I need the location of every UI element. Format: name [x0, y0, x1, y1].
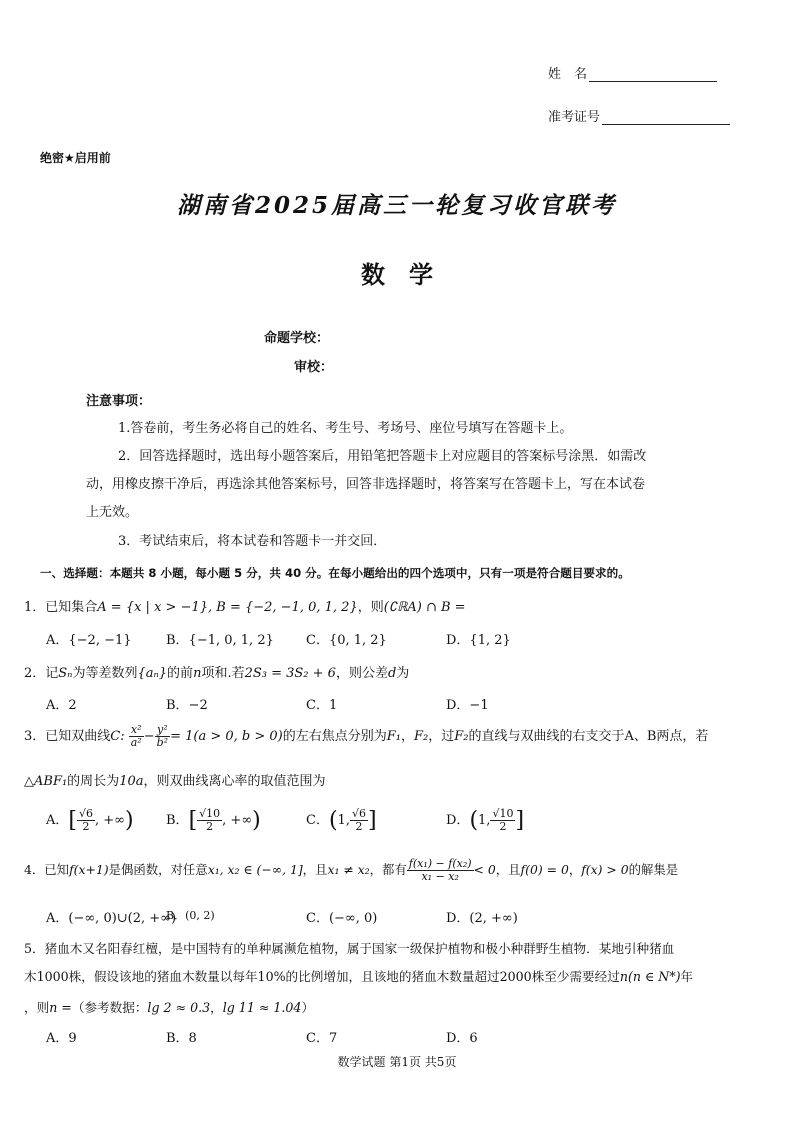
section-1-heading: 一、选择题：本题共 8 小题，每小题 5 分，共 40 分。在每小题给出的四个选项中，只有一项是符合题目要求的。	[40, 566, 630, 580]
q4-neq: x₁ ≠ x₂	[327, 862, 370, 877]
q3-b2: b²	[156, 736, 169, 749]
q4-option-d: D．(2, +∞)	[446, 911, 518, 926]
q5-l3a: ，则	[24, 1000, 50, 1015]
question-1-stem	[24, 596, 466, 615]
q2-text-f: 为	[396, 666, 410, 681]
q3-opt-c-label: C．	[306, 813, 329, 828]
secret-label: 绝密★启用前	[40, 151, 111, 165]
q4-text-f: ，	[568, 862, 582, 877]
question-2-stem	[24, 662, 409, 681]
q3-opt-b-inf: , +∞	[222, 813, 253, 828]
q3-text-a: 3．已知双曲线	[24, 729, 111, 744]
q2-text-d: 项和.若	[201, 666, 245, 681]
q5-l3c: lg 2 ≈ 0.3	[147, 1000, 211, 1015]
exam-no-field	[548, 106, 730, 125]
q2-text-e: ，则公差	[335, 666, 388, 681]
review-label: 审校：	[294, 360, 334, 375]
question-5-line1: 5．猪血木又名阳春红檀，是中国特有的单种属濒危植物，属于国家一级保护植物和极小种群野生植物．某地引种猪血	[24, 941, 675, 956]
q1-option-c: C．{0, 1, 2}	[306, 633, 387, 648]
q4-text-e: ，且	[495, 862, 521, 877]
q3-comma: ，	[400, 729, 414, 744]
note-2c: 上无效。	[86, 505, 139, 520]
q5-l3f: ）	[301, 1000, 315, 1015]
q3-opt-a-inf: , +∞	[95, 813, 125, 828]
q3-option-a: A．[ $\frac{√6}{2}$ , +∞)	[46, 807, 134, 833]
q4-den: x₁ − x₂	[421, 870, 459, 883]
q1-option-a: A．{−2, −1}	[46, 633, 132, 648]
q3-opt-b-den: 2	[206, 820, 214, 833]
q3-f2: F₂	[413, 729, 429, 744]
q3-option-d: D．(1, $\frac{√10}{2}$ ]	[446, 807, 525, 833]
q3-opt-a-num: √6	[78, 807, 93, 820]
q1-text-a: 1．已知集合	[24, 600, 98, 615]
q3-line2-c: ，则双曲线离心率的取值范围为	[143, 774, 326, 789]
q3-option-c: C．(1, $\frac{√6}{2}$ ]	[306, 807, 377, 833]
q5-l2m: n(n ∈ N*)	[619, 969, 681, 984]
q5-option-c: C．7	[306, 1031, 338, 1046]
q5-l3e: lg 11 ≈ 1.04	[222, 1000, 302, 1015]
q3-opt-b-frac	[197, 808, 222, 833]
q3-opt-a-label: A．	[46, 813, 69, 828]
q2-text-a: 2．记	[24, 666, 59, 681]
exam-no-underline	[602, 110, 730, 125]
q5-l2b: 年	[680, 969, 694, 984]
q4-option-b: B．(0, 2)	[166, 909, 215, 922]
q2-d: d	[387, 666, 397, 681]
q4-text-a: 4．已知	[24, 862, 70, 877]
q3-c: C:	[110, 729, 125, 744]
notes-heading: 注意事项：	[86, 394, 152, 409]
q4-option-a: A．(−∞, 0)∪(2, +∞)	[46, 911, 177, 926]
q3-opt-d-num: √10	[492, 807, 514, 820]
q3-text-d: 的直线与双曲线的右支交于A、B两点，若	[468, 729, 709, 744]
subject-title: 数学	[361, 261, 457, 289]
exam-no-label: 准考证号	[548, 110, 601, 125]
q3-f2b: F₂	[454, 729, 469, 744]
q2-n: n	[193, 666, 202, 681]
q2-option-b: B．−2	[166, 698, 208, 713]
q3-opt-c-one: 1,	[337, 813, 350, 828]
q4-num: f(x₁) − f(x₂)	[408, 857, 472, 870]
q4-fx: f(x) > 0	[581, 862, 629, 877]
q5-l3b: （参考数据：	[71, 1000, 148, 1015]
q3-opt-c-den: 2	[355, 820, 363, 833]
page-footer: 数学试题 第1页 共5页	[337, 1055, 457, 1069]
q4-lt0: < 0	[473, 862, 496, 877]
q3-opt-c-num: √6	[351, 807, 366, 820]
question-5-line3	[24, 997, 314, 1016]
note-3: 3．考试结束后，将本试卷和答题卡一并交回．	[118, 534, 387, 549]
q2-an: {aₙ}	[137, 666, 168, 681]
q5-l3d: ，	[210, 1000, 223, 1015]
q3-frac-x	[129, 724, 144, 749]
q3-f1: F₁	[386, 729, 401, 744]
q3-opt-d-one: 1,	[478, 813, 491, 828]
q4-x12: x₁, x₂ ∈ (−∞, 1]	[207, 862, 303, 877]
note-1: 1.答卷前，考生务必将自己的姓名、考生号、考场号、座位号填写在答题卡上。	[118, 421, 573, 436]
q3-minus: −	[143, 729, 155, 744]
q2-text-c: 的前	[167, 666, 194, 681]
q4-text-d: ，都有	[369, 862, 407, 877]
q3-text-c: ，过	[428, 729, 455, 744]
q1-math-b: (∁ℝA) ∩ B =	[383, 600, 466, 615]
q1-text-b: ，则	[357, 600, 384, 615]
q4-text-c: ，且	[302, 862, 328, 877]
school-label: 命题学校：	[264, 331, 330, 346]
page-title: 湖南省2025届高三一轮复习收官联考	[176, 192, 617, 219]
q3-triangle: △ABF₁	[24, 774, 68, 789]
q3-cond: = 1(a > 0, b > 0)	[170, 729, 283, 744]
q3-opt-c-frac	[350, 808, 368, 833]
q3-opt-a-frac	[77, 808, 95, 833]
question-4-stem	[24, 858, 678, 883]
question-3-stem	[24, 724, 708, 749]
q4-text-g: 的解集是	[628, 862, 679, 877]
q4-frac	[407, 858, 474, 883]
q3-opt-b-label: B．	[166, 813, 189, 828]
q5-option-b: B．8	[166, 1031, 197, 1046]
q3-text-b: 的左右焦点分别为	[282, 729, 387, 744]
q5-l3m: n =	[49, 1000, 72, 1015]
q2-sn: Sₙ	[58, 666, 73, 681]
q3-opt-d-den: 2	[499, 820, 507, 833]
q2-eq: 2S₃ = 3S₂ + 6	[244, 666, 336, 681]
name-label: 姓 名	[548, 67, 588, 82]
q5-l2a: 木1000株，假设该地的猪血木数量以每年10%的比例增加，且该地的猪血木数量超过2000株至少需要经过	[24, 969, 620, 984]
note-2a: 2．回答选择题时，选出每小题答案后，用铅笔把答题卡上对应题目的答案标号涂黑．如需改	[118, 449, 647, 464]
q4-f0: f(0) = 0	[520, 862, 569, 877]
note-2b: 动，用橡皮擦干净后，再选涂其他答案标号，回答非选择题时，将答案写在答题卡上，写在本试卷	[86, 477, 646, 492]
q3-y2: y²	[155, 724, 170, 737]
q3-opt-d-label: D．	[446, 813, 470, 828]
q4-text-b: 是偶函数，对任意	[108, 862, 208, 877]
q3-x2: x²	[129, 724, 144, 737]
q3-opt-b-num: √10	[199, 807, 221, 820]
q5-option-a: A．9	[46, 1031, 77, 1046]
q3-frac-y	[155, 724, 170, 749]
name-field	[548, 63, 717, 82]
q3-opt-a-den: 2	[82, 820, 90, 833]
q4-option-c: C．(−∞, 0)	[306, 911, 378, 926]
q1-option-d: D．{1, 2}	[446, 633, 511, 648]
q2-option-d: D．−1	[446, 698, 489, 713]
q4-f-shift: f(x+1)	[69, 862, 109, 877]
q2-option-c: C．1	[306, 698, 338, 713]
question-5-line2	[24, 966, 693, 985]
q5-option-d: D．6	[446, 1031, 478, 1046]
q1-math-a: A = {x | x > −1}, B = {−2, −1, 0, 1, 2}	[97, 600, 358, 615]
q2-text-b: 为等差数列	[72, 666, 138, 681]
q1-option-b: B．{−1, 0, 1, 2}	[166, 633, 274, 648]
q2-option-a: A．2	[46, 698, 77, 713]
q3-ten-a: 10a	[119, 774, 144, 789]
q3-option-b: B．[ $\frac{√10}{2}$ , +∞)	[166, 807, 261, 833]
q3-line2-b: 的周长为	[67, 774, 120, 789]
question-3-line2	[24, 770, 326, 789]
q3-a2: a²	[130, 736, 142, 749]
name-underline	[589, 67, 717, 82]
q3-opt-d-frac	[490, 808, 515, 833]
